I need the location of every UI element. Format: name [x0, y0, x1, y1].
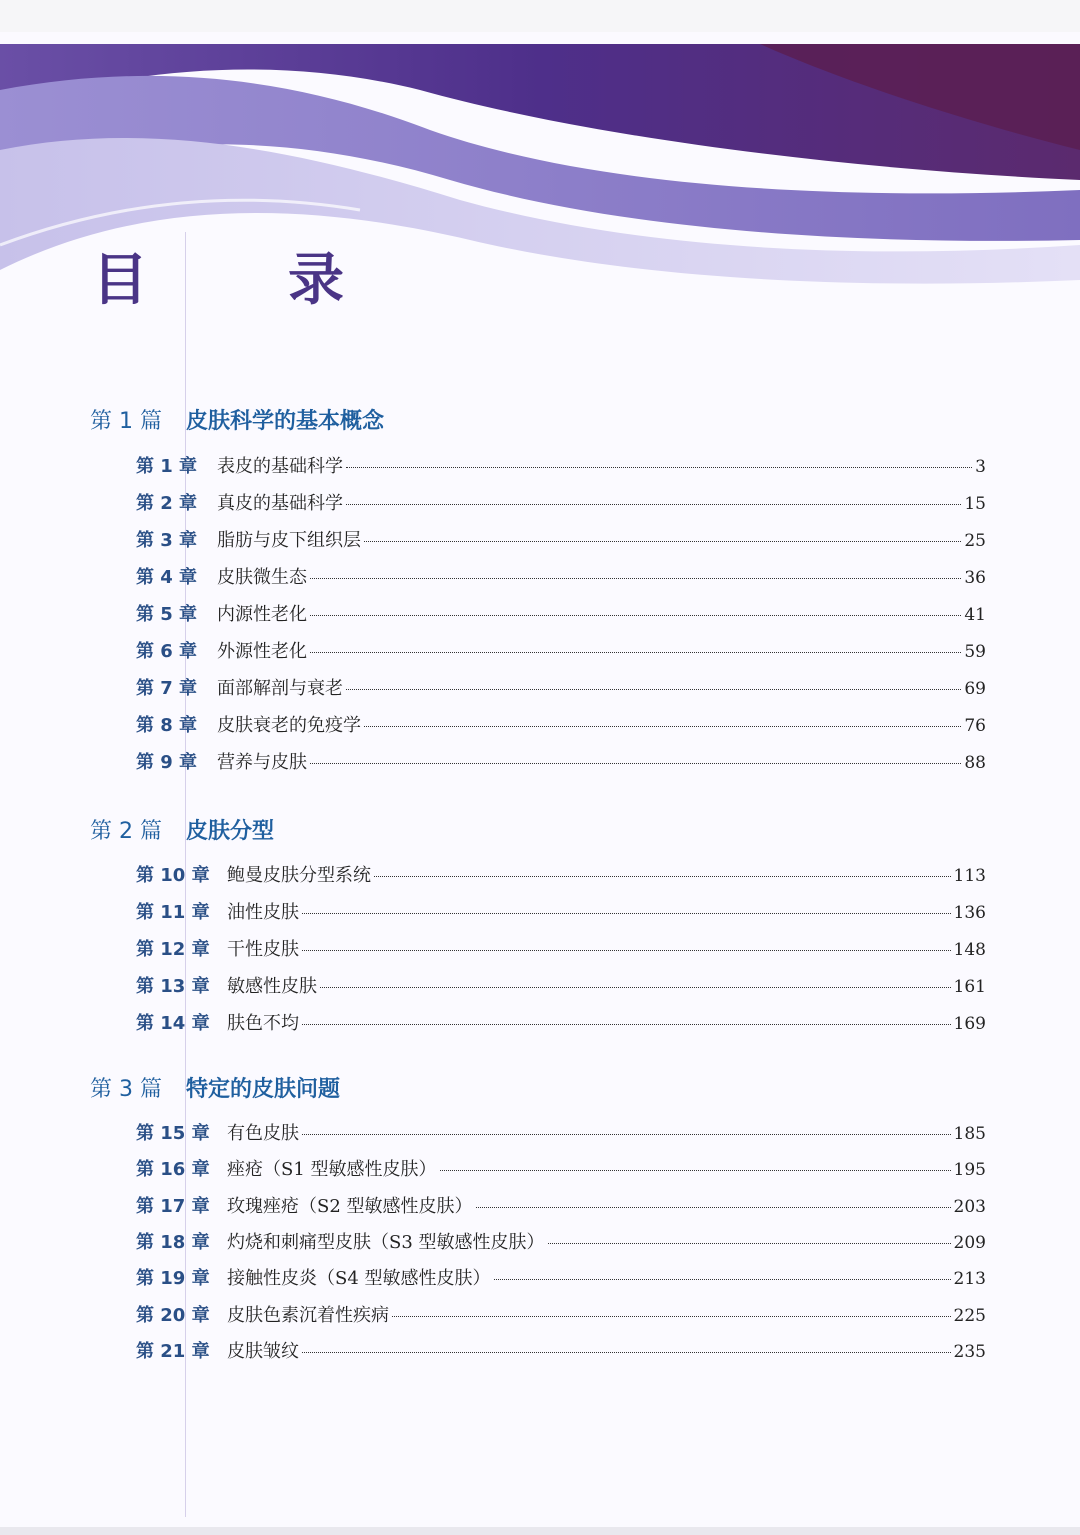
dot-leader [310, 615, 961, 616]
chapter-page: 36 [964, 568, 986, 588]
chapter-number: 第 19 章 [136, 1268, 210, 1289]
dot-leader [302, 1024, 951, 1025]
chapter-title: 外源性老化 [217, 641, 307, 662]
chapter-page: 209 [953, 1233, 986, 1253]
chapter-number: 第 13 章 [136, 976, 210, 997]
chapter-number: 第 18 章 [136, 1232, 210, 1253]
part-number: 第 1 篇 [90, 409, 162, 434]
chapter-number: 第 20 章 [136, 1305, 210, 1326]
toc-entry-ch16[interactable] [136, 1155, 986, 1185]
chapter-page: 41 [964, 605, 986, 625]
chapter-page: 161 [953, 977, 986, 997]
chapter-title: 皮肤色素沉着性疾病 [227, 1305, 389, 1326]
chapter-number: 第 17 章 [136, 1196, 210, 1217]
part-heading-3 [90, 1073, 990, 1107]
chapter-number: 第 2 章 [136, 493, 198, 514]
part-number: 第 3 篇 [90, 1077, 162, 1102]
toc-entry-ch11[interactable] [136, 898, 986, 928]
chapter-page: 15 [964, 494, 986, 514]
chapter-title: 干性皮肤 [227, 939, 299, 960]
chapter-page: 59 [964, 642, 986, 662]
chapter-title: 脂肪与皮下组织层 [217, 530, 361, 551]
chapter-title: 敏感性皮肤 [227, 976, 317, 997]
chapter-title: 皮肤微生态 [217, 567, 307, 588]
toc-entry-ch9[interactable] [136, 748, 986, 778]
chapter-title: 表皮的基础科学 [217, 456, 343, 477]
toc-entry-ch1[interactable] [136, 452, 986, 482]
chapter-title: 面部解剖与衰老 [217, 678, 343, 699]
chapter-title: 有色皮肤 [227, 1123, 299, 1144]
chapter-page: 169 [953, 1014, 986, 1034]
chapter-page: 88 [964, 753, 986, 773]
chapter-number: 第 14 章 [136, 1013, 210, 1034]
toc-entry-ch4[interactable] [136, 563, 986, 593]
part-title: 特定的皮肤问题 [186, 1077, 341, 1102]
chapter-number: 第 8 章 [136, 715, 198, 736]
chapter-number: 第 11 章 [136, 902, 210, 923]
chapter-title: 灼烧和刺痛型皮肤（S3 型敏感性皮肤） [227, 1232, 545, 1253]
chapter-number: 第 15 章 [136, 1123, 210, 1144]
chapter-title: 皮肤衰老的免疫学 [217, 715, 361, 736]
chapter-page: 225 [953, 1306, 986, 1326]
dot-leader [302, 913, 951, 914]
chapter-number: 第 4 章 [136, 567, 198, 588]
dot-leader [320, 987, 951, 988]
dot-leader [476, 1207, 951, 1208]
toc-entry-ch14[interactable] [136, 1009, 986, 1039]
part-number: 第 2 篇 [90, 819, 162, 844]
dot-leader [310, 652, 961, 653]
chapter-page: 113 [953, 866, 986, 886]
toc-entry-ch20[interactable] [136, 1301, 986, 1331]
chapter-page: 25 [964, 531, 986, 551]
chapter-page: 69 [964, 679, 986, 699]
dot-leader [346, 504, 961, 505]
chapter-title: 玫瑰痤疮（S2 型敏感性皮肤） [227, 1196, 473, 1217]
dot-leader [346, 467, 972, 468]
dot-leader [310, 763, 961, 764]
toc-entry-ch17[interactable] [136, 1192, 986, 1222]
chapter-number: 第 6 章 [136, 641, 198, 662]
chapter-page: 3 [975, 457, 986, 477]
dot-leader [494, 1279, 951, 1280]
scan-top-margin [0, 0, 1080, 32]
dot-leader [392, 1316, 951, 1317]
chapter-number: 第 5 章 [136, 604, 198, 625]
chapter-number: 第 3 章 [136, 530, 198, 551]
dot-leader [374, 876, 951, 877]
toc-entry-ch2[interactable] [136, 489, 986, 519]
chapter-page: 148 [953, 940, 986, 960]
dot-leader [548, 1243, 951, 1244]
toc-entry-ch5[interactable] [136, 600, 986, 630]
part-heading-1 [90, 405, 990, 439]
toc-entry-ch3[interactable] [136, 526, 986, 556]
toc-entry-ch21[interactable] [136, 1337, 986, 1367]
chapter-page: 136 [953, 903, 986, 923]
toc-entry-ch13[interactable] [136, 972, 986, 1002]
chapter-title: 接触性皮炎（S4 型敏感性皮肤） [227, 1268, 491, 1289]
chapter-title: 真皮的基础科学 [217, 493, 343, 514]
dot-leader [302, 1134, 951, 1135]
part-title: 皮肤分型 [186, 819, 275, 844]
toc-entry-ch7[interactable] [136, 674, 986, 704]
toc-entry-ch12[interactable] [136, 935, 986, 965]
chapter-title: 营养与皮肤 [217, 752, 307, 773]
part-heading-2 [90, 815, 990, 849]
chapter-number: 第 21 章 [136, 1341, 210, 1362]
chapter-number: 第 12 章 [136, 939, 210, 960]
toc-entry-ch19[interactable] [136, 1264, 986, 1294]
chapter-page: 195 [953, 1160, 986, 1180]
chapter-page: 213 [953, 1269, 986, 1289]
page-title: 目 录 [92, 247, 386, 313]
chapter-page: 235 [953, 1342, 986, 1362]
chapter-number: 第 16 章 [136, 1159, 210, 1180]
scan-bottom-margin [0, 1527, 1080, 1535]
chapter-title: 鲍曼皮肤分型系统 [227, 865, 371, 886]
chapter-number: 第 9 章 [136, 752, 198, 773]
dot-leader [302, 1352, 951, 1353]
chapter-title: 内源性老化 [217, 604, 307, 625]
dot-leader [310, 578, 961, 579]
part-title: 皮肤科学的基本概念 [186, 409, 385, 434]
chapter-number: 第 7 章 [136, 678, 198, 699]
toc-entry-ch18[interactable] [136, 1228, 986, 1258]
dot-leader [346, 689, 961, 690]
chapter-page: 76 [964, 716, 986, 736]
chapter-number: 第 10 章 [136, 865, 210, 886]
toc-entry-ch6[interactable] [136, 637, 986, 667]
chapter-title: 油性皮肤 [227, 902, 299, 923]
dot-leader [302, 950, 951, 951]
dot-leader [364, 726, 961, 727]
toc-entry-ch10[interactable] [136, 861, 986, 891]
chapter-page: 203 [953, 1197, 986, 1217]
toc-entry-ch8[interactable] [136, 711, 986, 741]
chapter-number: 第 1 章 [136, 456, 198, 477]
toc-entry-ch15[interactable] [136, 1119, 986, 1149]
chapter-title: 皮肤皱纹 [227, 1341, 299, 1362]
chapter-title: 肤色不均 [227, 1013, 299, 1034]
dot-leader [364, 541, 961, 542]
chapter-title: 痤疮（S1 型敏感性皮肤） [227, 1159, 437, 1180]
chapter-page: 185 [953, 1124, 986, 1144]
dot-leader [440, 1170, 951, 1171]
